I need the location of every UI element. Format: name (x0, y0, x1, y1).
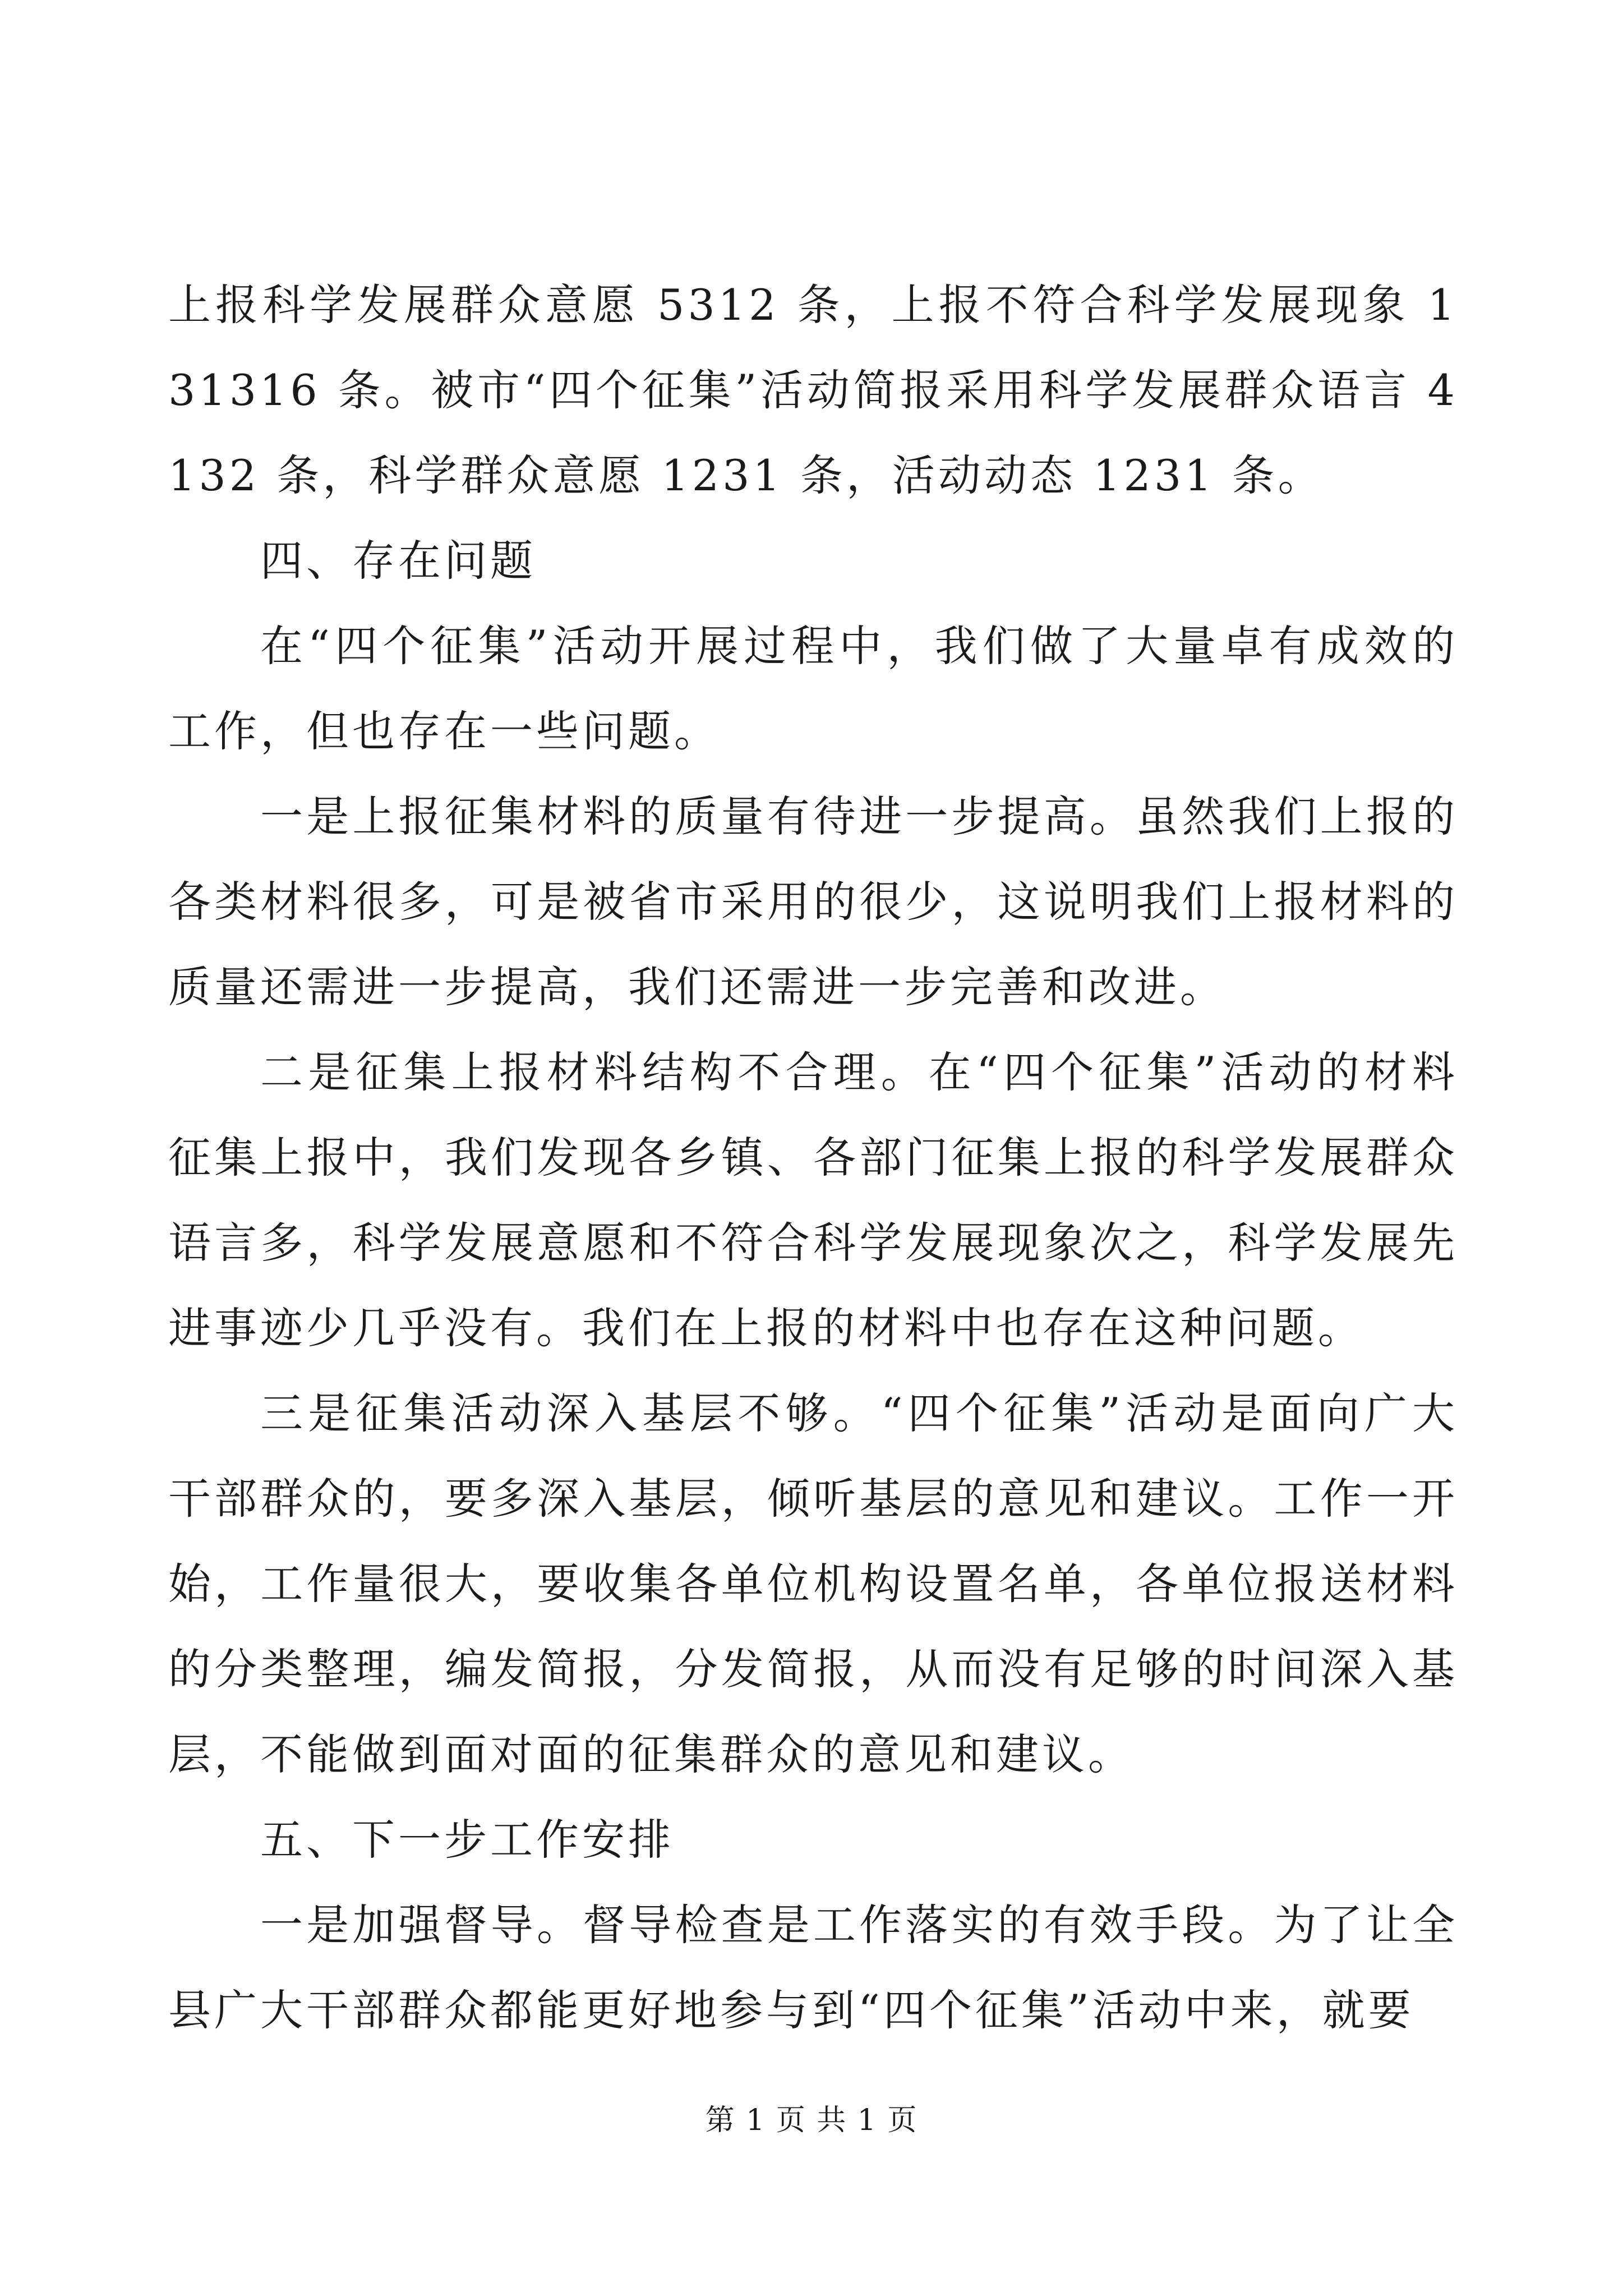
paragraph-statistics-continued: 上报科学发展群众意愿 5312 条，上报不符合科学发展现象 131316 条。被市“四个征集”活动简报采用科学发展群众语言 4132 条，科学群众意愿 1231 条，活动动态 1231 条。 (168, 280, 1458, 500)
page-footer: 第 1 页 共 1 页 (705, 2104, 918, 2137)
document-body (168, 263, 1458, 2053)
section-heading-next-steps: 五、下一步工作安排 (260, 1815, 674, 1865)
paragraph-problems-intro: 在“四个征集”活动开展过程中，我们做了大量卓有成效的工作，但也存在一些问题。 (168, 621, 1458, 756)
paragraph-problem-three: 三是征集活动深入基层不够。“四个征集”活动是面向广大干部群众的，要多深入基层，倾听基层的意见和建议。工作一开始，工作量很大，要收集各单位机构设置名单，各单位报送材料的分类整理，编发简报，分发简报，从而没有足够的时间深入基层，不能做到面对面的征集群众的意见和建议。 (168, 1388, 1458, 1779)
paragraph-next-step-one: 一是加强督导。督导检查是工作落实的有效手段。为了让全县广大干部群众都能更好地参与到“四个征集”活动中来，就要 (168, 1900, 1458, 2035)
section-heading-existing-problems: 四、存在问题 (260, 536, 536, 586)
paragraph-problem-two: 二是征集上报材料结构不合理。在“四个征集”活动的材料征集上报中，我们发现各乡镇、各部门征集上报的科学发展群众语言多，科学发展意愿和不符合科学发展现象次之，科学发展先进事迹少几乎没有。我们在上报的材料中也存在这种问题。 (168, 1047, 1458, 1353)
paragraph-problem-one: 一是上报征集材料的质量有待进一步提高。虽然我们上报的各类材料很多，可是被省市采用的很少，这说明我们上报材料的质量还需进一步提高，我们还需进一步完善和改进。 (168, 792, 1458, 1012)
